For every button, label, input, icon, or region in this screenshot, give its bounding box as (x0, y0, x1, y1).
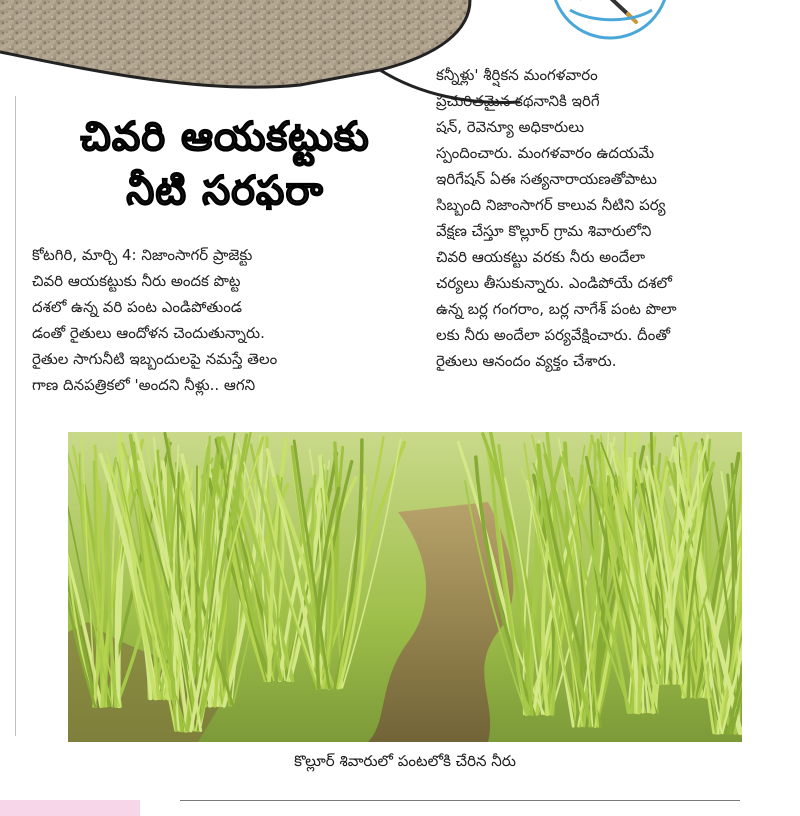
body-line: దశలో ఉన్న వరి పంట ఎండిపోతుండ (32, 298, 242, 316)
body-line: లకు నీరు అందేలా పర్యవేక్షించారు. దీంతో (436, 326, 671, 344)
body-line: చర్యలు తీసుకున్నారు. ఎండిపోయే దశలో (436, 274, 672, 292)
pink-strip (0, 800, 140, 816)
body-line: చివరి ఆయకట్టుకు నీరు అందక పొట్ట (32, 272, 241, 290)
headline-line-2: నీటి సరఫరా (126, 168, 324, 214)
left-column (32, 242, 416, 398)
photo-caption: కొల్లూర్ శివారులో పంటలోకి చేరిన నీరు (294, 752, 516, 770)
body-line: కోటగిరి, మార్చి 4: నిజాంసాగర్ ప్రాజెక్టు (32, 246, 253, 264)
body-line: సిబ్బంది నిజాంసాగర్ కాలువ నీటిని పర్య (436, 196, 666, 214)
headline-line-1: చివరి ఆయకట్టుకు (80, 114, 370, 160)
right-column (436, 62, 762, 374)
body-line: కన్నీళ్లు' శీర్షికన మంగళవారం (436, 66, 598, 84)
bottom-rule (180, 800, 740, 801)
body-line: రైతులు ఆనందం వ్యక్తం చేశారు. (436, 352, 617, 370)
body-line: ఉన్న బర్ల గంగరాం, బర్ల నాగేశ్ పంట పొలా (436, 300, 677, 318)
body-line: షన్, రెవెన్యూ అధికారులు (436, 118, 585, 136)
paddy-field-photo (68, 432, 742, 742)
article-headline (30, 110, 420, 218)
body-line: డంతో రైతులు ఆందోళన చెందుతున్నారు. (32, 324, 265, 342)
body-line: స్పందించారు. మంగళవారం ఉదయమే (436, 144, 655, 162)
newspaper-logo-icon (540, 0, 680, 40)
body-line: వేక్షణ చేస్తూ కొల్లూర్ గ్రామ శివారులోని (436, 222, 652, 240)
body-line: ప్రచురితమైన కథనానికి ఇరిగే (436, 92, 600, 110)
column-rule (15, 96, 16, 736)
body-line: గాణ దినపత్రికలో 'అందని నీళ్లు.. ఆగని (32, 376, 256, 394)
body-line: ఇరిగేషన్ ఏఈ సత్యనారాయణతోపాటు (436, 170, 657, 188)
body-line: రైతుల సాగునీటి ఇబ్బందులపై నమస్తే తెలం (32, 350, 278, 368)
body-line: చివరి ఆయకట్టు వరకు నీరు అందేలా (436, 248, 646, 266)
